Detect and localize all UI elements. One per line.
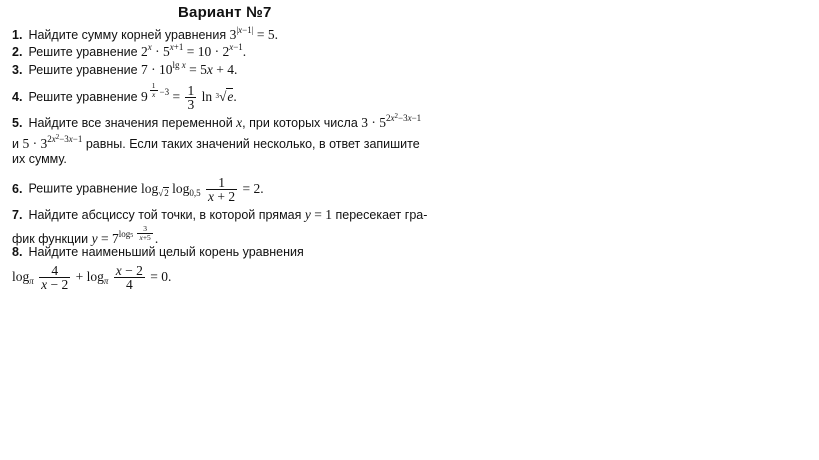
formula-variable: x — [236, 115, 243, 130]
problem-text-cont: , при которых числа — [242, 116, 358, 130]
page-title: Вариант №7 — [178, 4, 272, 21]
problem-6 — [12, 176, 264, 203]
problem-text: Найдите абсциссу той точки, в которой прямая — [28, 208, 302, 222]
problem-1 — [12, 27, 278, 43]
problem-number: 8. — [12, 245, 23, 259]
problem-number: 5. — [12, 116, 23, 130]
problem-number: 6. — [12, 181, 23, 196]
formula: 9 $^{\frac{1}{x} -3}$ = $\frac{1}{3}$ ln $^3$√e. — [141, 81, 237, 113]
problem-text: Найдите наименьший целый корень уравнения — [28, 245, 304, 259]
problem-2 — [12, 44, 246, 60]
problem-text: и — [12, 137, 19, 151]
formula: $5 \cdot 3^{2x^2-3x-1}$ — [22, 133, 83, 151]
problem-number: 4. — [12, 90, 23, 104]
problem-number: 2. — [12, 45, 23, 59]
formula: $7 \cdot 10^{lg x} = 5x + 4$. — [141, 60, 238, 77]
problem-text: фик функции — [12, 232, 89, 246]
problem-text-cont: пересекает гра- — [335, 208, 428, 222]
problem-5-line-3 — [12, 152, 67, 167]
problem-number: 1. — [12, 28, 23, 42]
formula: $y = 7^{log5 \frac{3}{x+5}}$ . — [91, 224, 159, 246]
problem-4 — [12, 82, 237, 111]
problem-text: Найдите сумму корней уравнения — [28, 28, 227, 42]
problem-5-line-2 — [12, 133, 420, 152]
problem-8-formula — [12, 264, 171, 291]
problem-5 — [12, 112, 422, 131]
formula: $\log_\pi$ $\frac{4}{x - 2}$ + $\log_\pi$ $\frac{x - 2}{4}$ = 0. — [12, 263, 172, 292]
formula: $3 \cdot 5^{2x^2-3x-1}$ — [361, 112, 422, 130]
formula: y = 1 — [304, 207, 333, 222]
formula: $\log_{√2} \log_{0,5}$ $\frac{1}{x + 2}$ = 2. — [141, 175, 264, 204]
problem-text: Решите уравнение — [28, 90, 138, 104]
problem-7-line-2 — [12, 225, 158, 247]
problem-text: Решите уравнение — [28, 45, 138, 59]
problem-7 — [12, 207, 427, 223]
problem-text: их сумму. — [12, 152, 67, 166]
problem-number: 3. — [12, 63, 23, 77]
problem-3 — [12, 62, 237, 78]
problem-text: Решите уравнение — [28, 181, 138, 196]
problem-text: равны. Если таких значений несколько, в ответ запишите — [85, 137, 420, 151]
formula: $2^x \cdot 5^{x+1} = 10 \cdot 2^{x-1}$. — [141, 42, 247, 59]
problem-number: 7. — [12, 208, 23, 222]
formula: $3^{|x-1|} = 5$. — [229, 25, 279, 42]
problem-8 — [12, 245, 304, 260]
problem-text: Найдите все значения переменной — [28, 116, 233, 130]
problem-text: Решите уравнение — [28, 63, 138, 77]
